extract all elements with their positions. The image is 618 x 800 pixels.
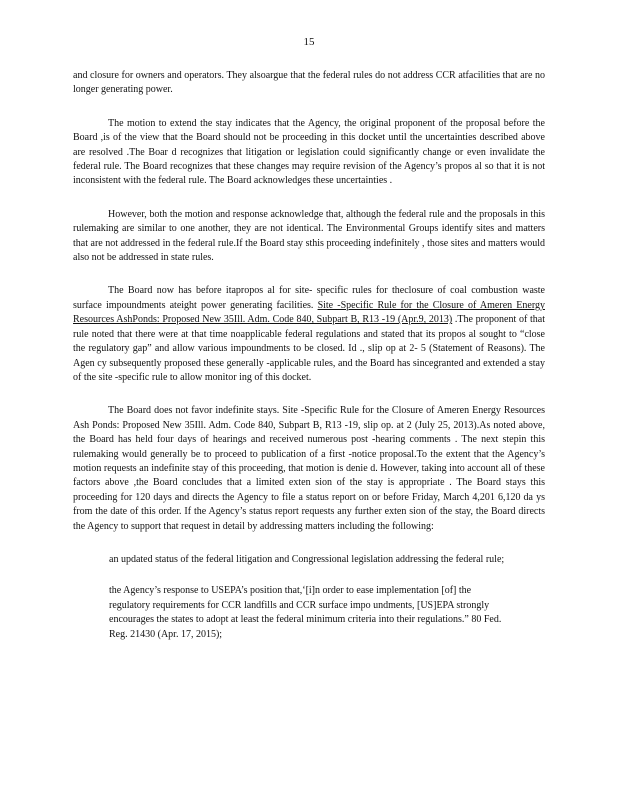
- paragraph-indefinite-stays: The Board does not favor indefinite stays. Site -Specific Rule for the Closure of Ameren Energy Resources Ash Ponds: Proposed New 35Ill. Adm. Code 840, Subpart B, R13 -19, slip op. at 2 (July 25, 2013).As noted above, the Board has held four days of hearings and received numerous post -hearing comments . The next stepin this rulemaking would generally be to proceed to publication of a first -notice proposal.To the extent that the Agency’s motion requests an indefinite stay of this proceeding, that motion is denie d. However, taking into account all of these factors above ,the Board concludes that a limited exten sion of the stay is appropriate . The Board stays this proceeding for 120 days and directs the Agency to file a status report on or before Friday, March 4,201 6,120 da ys from the date of this order. If the Agency’s status report requests any further exten sion of the stay, the Board directs the Agency to support that request in detail by addressing matters including the following:: [73, 405, 545, 532]
- paragraph-motion-to-extend: The motion to extend the stay indicates that the Agency, the original proponent of the proposal before the Board ,is of the view that the Board should not be proceeding in this docket until the uncertainties described above are resolved .The Boar d recognizes that litigation or legislation could significantly change or even invalidate the federal rule. The Board recognizes that these changes may require revision of the Agency’s propos al so that it is not inconsistent with the federal rule. The Board acknowledges these uncertainties .: [73, 117, 545, 187]
- paragraph-site-specific-lead: The Board now has before itapropos al for site- specific rules for theclosure of coal combustion waste surface impoundments ateight power generating facilities.: [73, 285, 545, 311]
- list-item: the Agency’s response to USEPA’s position that,‘[i]n order to ease implementation [of] the regulatory requirements for CCR landfills and CCR surface impo undments, [US]EPA strongly encourages the states to adopt at least the federal minimum criteria into their regulations.” 80 Fed. Reg. 21430 (Apr. 17, 2015);: [109, 585, 502, 640]
- paragraph-site-specific-rest: .The proponent of that rule noted that there were at that time noapplicable federal regulations and stated that its propos al sought to “close the regulatory gap” and allow various impoundments to be closed. Id ., slip op at 2- 5 (Statement of Reasons). The Agen cy subsequently proposed these generally -applicable rules, and the Board has sincegranted and extended a stay of the site -specific rule to allow monitor ing of this docket.: [73, 314, 545, 383]
- paragraph-site-specific: [73, 284, 545, 385]
- page-number: 15: [303, 36, 315, 48]
- case-citation: Site -Specific Rule for the Closure of Ameren Energy Resources AshPonds: Proposed New 35Ill. Adm. Code 840, Subpart B, R13 -19 (Apr.9, 2013): [73, 299, 545, 326]
- list-item: an updated status of the federal litigation and Congressional legislation addressing the federal rule;: [109, 553, 505, 565]
- paragraph-however: However, both the motion and response acknowledge that, although the federal rule and the proposals in this rulemaking are similar to one another, they are not identical. The Environmental Groups identify sites and matters that are not addressed in the federal rule.If the Board stay sthis proceeding indefinitely , those sites and matters would also not be addressed in state rules.: [73, 208, 545, 264]
- paragraph-continuation: and closure for owners and operators. They alsoargue that the federal rules do not address CCR atfacilities that are no longer generating power.: [73, 70, 545, 96]
- matters-list: [109, 553, 509, 642]
- body-text: [73, 69, 545, 659]
